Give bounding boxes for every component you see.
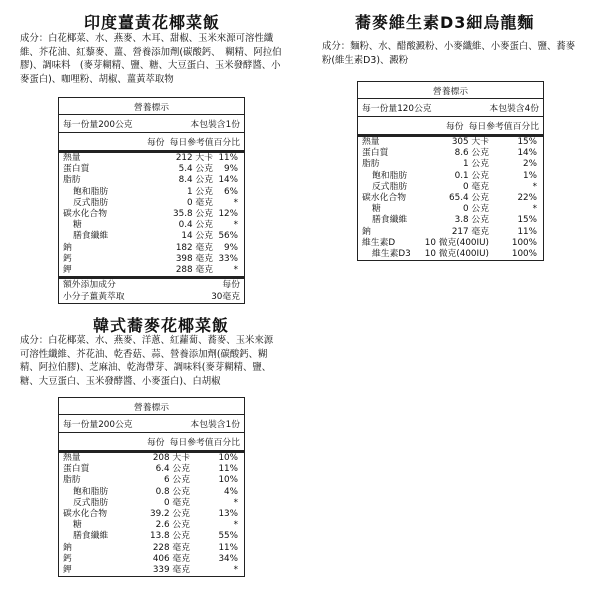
nutrient-daily-value: 11%: [218, 464, 238, 475]
ingredients-text: 成分：白花椰菜、水、燕麥、木耳、甜椒、玉米來源可溶性纖維、芥花油、紅藜麥、薑、營養添加劑(碳酸鈣、 糊精、阿拉伯膠)、調味料 (麥芽糊精、鹽、糖、大豆蛋白、玉米發酵醬、小麥蛋白)、咖哩粉、胡椒、薑黃萃取物: [20, 33, 282, 85]
nutrient-name: 糖: [73, 520, 82, 531]
nutrient-row: [63, 153, 240, 164]
nutrient-row: [362, 148, 539, 159]
nutrient-name: 鈣: [63, 253, 72, 264]
nutrient-daily-value: 11%: [218, 542, 238, 553]
serving-size: 每一份量120公克: [362, 104, 432, 114]
nutrient-daily-value: 4%: [224, 486, 238, 497]
extra-col: 每份: [222, 280, 240, 291]
nutrient-amount: 13.8 公克: [150, 531, 190, 542]
nutrient-amount: 3.8 公克: [454, 215, 489, 226]
nutrient-name: 膳食纖維: [372, 215, 408, 226]
nutrient-amount: 288 毫克: [175, 264, 213, 275]
nutrient-daily-value: *: [233, 220, 238, 231]
serving-row: [59, 415, 244, 433]
nutrient-amount: 305 大卡: [451, 137, 489, 147]
nutrient-row: [362, 249, 539, 260]
nutrient-amount: 6.4 公克: [155, 464, 190, 475]
nutrient-daily-value: 13%: [218, 508, 238, 519]
nutrient-amount: 8.6 公克: [454, 148, 489, 159]
nutrition-panel: [58, 97, 245, 304]
nutrient-name: 蛋白質: [63, 164, 90, 175]
nutrient-list: [358, 137, 543, 260]
nutrient-row: [63, 243, 240, 254]
nutrient-name: 糖: [372, 204, 381, 215]
nutrient-row: [63, 187, 240, 198]
nutrient-row: [362, 193, 539, 204]
nutrient-amount: 182 毫克: [175, 242, 213, 253]
nutrient-daily-value: *: [233, 497, 238, 508]
nutrient-row: [63, 209, 240, 220]
nutrient-row: [362, 182, 539, 193]
nutrient-amount: 398 毫克: [175, 253, 213, 264]
nutrient-name: 鉀: [63, 264, 72, 275]
extra-label: 額外添加成分: [63, 280, 116, 291]
nutrient-row: [63, 543, 240, 554]
col-daily-value: 每日參考值百分比: [169, 138, 240, 148]
product-title: 蕎麥維生素D3細烏龍麵: [355, 13, 535, 32]
nutrient-amount: 35.8 公克: [173, 208, 213, 219]
nutrient-row: [362, 204, 539, 215]
nutrient-amount: 0 毫克: [463, 181, 489, 192]
nutrition-panel: [357, 81, 544, 261]
nutrient-daily-value: 6%: [224, 186, 238, 197]
nutrient-name: 飽和脂肪: [372, 170, 408, 181]
nutrient-name: 鈉: [63, 242, 72, 253]
nutrient-amount: 0 毫克: [187, 197, 213, 208]
extra-name: 小分子薑黃萃取: [63, 292, 125, 303]
nutrient-daily-value: 1%: [523, 170, 537, 181]
column-header: [59, 133, 244, 153]
col-daily-value: 每日參考值百分比: [468, 122, 539, 132]
nutrient-name: 飽和脂肪: [73, 186, 109, 197]
nutrient-list: [59, 153, 244, 279]
col-daily-value: 每日參考值百分比: [169, 438, 240, 448]
column-header: [358, 117, 543, 137]
servings-per-package: 本包裝含1份: [190, 120, 240, 130]
serving-size: 每一份量200公克: [63, 420, 133, 430]
nutrient-amount: 10 微克(400IU): [424, 237, 489, 248]
column-header: [59, 433, 244, 453]
nutrient-amount: 1 公克: [187, 186, 213, 197]
nutrient-amount: 0.1 公克: [454, 170, 489, 181]
nutrient-amount: 8.4 公克: [178, 175, 213, 186]
nutrient-row: [63, 475, 240, 486]
nutrient-name: 碳水化合物: [63, 508, 107, 519]
nutrition-header: 營養標示: [59, 98, 244, 115]
nutrient-row: [63, 487, 240, 498]
nutrient-row: [362, 227, 539, 238]
nutrient-daily-value: 10%: [218, 475, 238, 486]
extra-ingredient-section: [59, 279, 244, 303]
nutrient-name: 反式脂肪: [73, 197, 109, 208]
nutrient-name: 脂肪: [63, 175, 81, 186]
nutrient-daily-value: 14%: [218, 175, 238, 186]
nutrient-row: [362, 238, 539, 249]
col-per-serving: 每份: [147, 138, 165, 148]
nutrient-name: 熱量: [63, 153, 81, 163]
nutrient-daily-value: 22%: [517, 192, 537, 203]
nutrient-row: [362, 171, 539, 182]
nutrient-row: [63, 531, 240, 542]
serving-row: [358, 99, 543, 117]
nutrient-amount: 6 公克: [164, 475, 190, 486]
nutrient-name: 糖: [73, 220, 82, 231]
product-title: 韓式蕎麥花椰菜飯: [93, 316, 230, 335]
nutrient-amount: 217 毫克: [451, 226, 489, 237]
product-title: 印度薑黃花椰菜飯: [84, 13, 221, 32]
col-per-serving: 每份: [446, 122, 464, 132]
nutrient-name: 蛋白質: [63, 464, 90, 475]
nutrient-amount: 65.4 公克: [449, 192, 489, 203]
nutrient-daily-value: 33%: [218, 253, 238, 264]
nutrient-name: 飽和脂肪: [73, 486, 109, 497]
nutrient-row: [63, 464, 240, 475]
nutrient-row: [63, 220, 240, 231]
nutrient-daily-value: *: [532, 204, 537, 215]
nutrient-daily-value: 55%: [218, 531, 238, 542]
nutrient-row: [63, 254, 240, 265]
nutrient-name: 鈣: [63, 553, 72, 564]
nutrient-list: [59, 453, 244, 576]
nutrient-row: [63, 554, 240, 565]
nutrient-name: 熱量: [362, 137, 380, 147]
nutrient-name: 碳水化合物: [63, 208, 107, 219]
nutrient-daily-value: 100%: [511, 237, 537, 248]
nutrient-daily-value: *: [233, 264, 238, 275]
nutrient-amount: 39.2 公克: [150, 508, 190, 519]
nutrient-amount: 5.4 公克: [178, 164, 213, 175]
nutrient-amount: 2.6 公克: [155, 520, 190, 531]
nutrient-row: [362, 215, 539, 226]
nutrient-row: [63, 498, 240, 509]
servings-per-package: 本包裝含4份: [489, 104, 539, 114]
nutrient-daily-value: 15%: [517, 215, 537, 226]
nutrient-daily-value: 9%: [224, 164, 238, 175]
nutrient-amount: 0 毫克: [164, 497, 190, 508]
extra-amount: 30毫克: [211, 292, 240, 303]
nutrient-amount: 406 毫克: [152, 553, 190, 564]
nutrient-daily-value: 11%: [218, 153, 238, 163]
nutrient-name: 反式脂肪: [73, 497, 109, 508]
nutrient-amount: 0.4 公克: [178, 220, 213, 231]
nutrient-row: [63, 164, 240, 175]
nutrient-name: 膳食纖維: [73, 231, 109, 242]
nutrient-daily-value: 11%: [517, 226, 537, 237]
nutrient-row: [63, 265, 240, 276]
nutrient-name: 維生素D: [362, 237, 396, 248]
serving-size: 每一份量200公克: [63, 120, 133, 130]
nutrition-panel: [58, 397, 245, 577]
nutrient-row: [63, 231, 240, 242]
nutrition-header: 營養標示: [358, 82, 543, 99]
nutrient-name: 脂肪: [362, 159, 380, 170]
nutrient-amount: 10 微克(400IU): [424, 248, 489, 259]
nutrition-header: 營養標示: [59, 398, 244, 415]
nutrient-name: 蛋白質: [362, 148, 389, 159]
col-per-serving: 每份: [147, 438, 165, 448]
nutrient-row: [63, 175, 240, 186]
nutrient-name: 熱量: [63, 453, 81, 463]
nutrient-row: [362, 159, 539, 170]
nutrient-daily-value: 100%: [511, 248, 537, 259]
nutrient-row: [63, 520, 240, 531]
nutrient-daily-value: *: [233, 520, 238, 531]
nutrient-row: [63, 565, 240, 576]
nutrient-name: 維生素D3: [372, 248, 411, 259]
nutrient-amount: 0 公克: [463, 204, 489, 215]
servings-per-package: 本包裝含1份: [190, 420, 240, 430]
nutrient-amount: 212 大卡: [175, 153, 213, 163]
nutrient-daily-value: 10%: [218, 453, 238, 463]
nutrient-row: [63, 198, 240, 209]
serving-row: [59, 115, 244, 133]
ingredients-text: 成分：麵粉、水、醋酸澱粉、小麥纖維、小麥蛋白、鹽、蕎麥粉(維生素D3)、澱粉: [322, 41, 576, 66]
nutrient-daily-value: 9%: [224, 242, 238, 253]
ingredients-text: 成分：白花椰菜、水、燕麥、洋蔥、紅蘿蔔、蕎麥、玉米來源可溶性纖維、芥花油、乾香菇、蒜、營養添加劑(碳酸鈣、糊精、阿拉伯膠)、芝麻油、乾海帶芽、調味料(麥芽糊精、鹽、糖、大豆蛋白、玉米發酵醬、小麥蛋白)、白胡椒: [20, 335, 274, 387]
nutrient-amount: 339 毫克: [152, 564, 190, 575]
nutrient-name: 膳食纖維: [73, 531, 109, 542]
nutrient-name: 碳水化合物: [362, 192, 406, 203]
nutrient-name: 脂肪: [63, 475, 81, 486]
nutrient-daily-value: 14%: [517, 148, 537, 159]
nutrient-daily-value: *: [233, 197, 238, 208]
nutrient-daily-value: 12%: [218, 208, 238, 219]
nutrient-row: [63, 453, 240, 464]
nutrient-amount: 228 毫克: [152, 542, 190, 553]
nutrient-name: 反式脂肪: [372, 181, 408, 192]
nutrient-row: [362, 137, 539, 148]
nutrient-name: 鉀: [63, 564, 72, 575]
nutrient-daily-value: 2%: [523, 159, 537, 170]
nutrient-daily-value: *: [233, 564, 238, 575]
nutrient-amount: 208 大卡: [152, 453, 190, 463]
nutrient-daily-value: 15%: [517, 137, 537, 147]
nutrient-name: 鈉: [63, 542, 72, 553]
nutrient-daily-value: *: [532, 181, 537, 192]
nutrient-name: 鈉: [362, 226, 371, 237]
nutrient-row: [63, 509, 240, 520]
nutrient-daily-value: 56%: [218, 231, 238, 242]
nutrient-amount: 1 公克: [463, 159, 489, 170]
nutrient-amount: 0.8 公克: [155, 486, 190, 497]
nutrient-daily-value: 34%: [218, 553, 238, 564]
nutrient-amount: 14 公克: [181, 231, 213, 242]
